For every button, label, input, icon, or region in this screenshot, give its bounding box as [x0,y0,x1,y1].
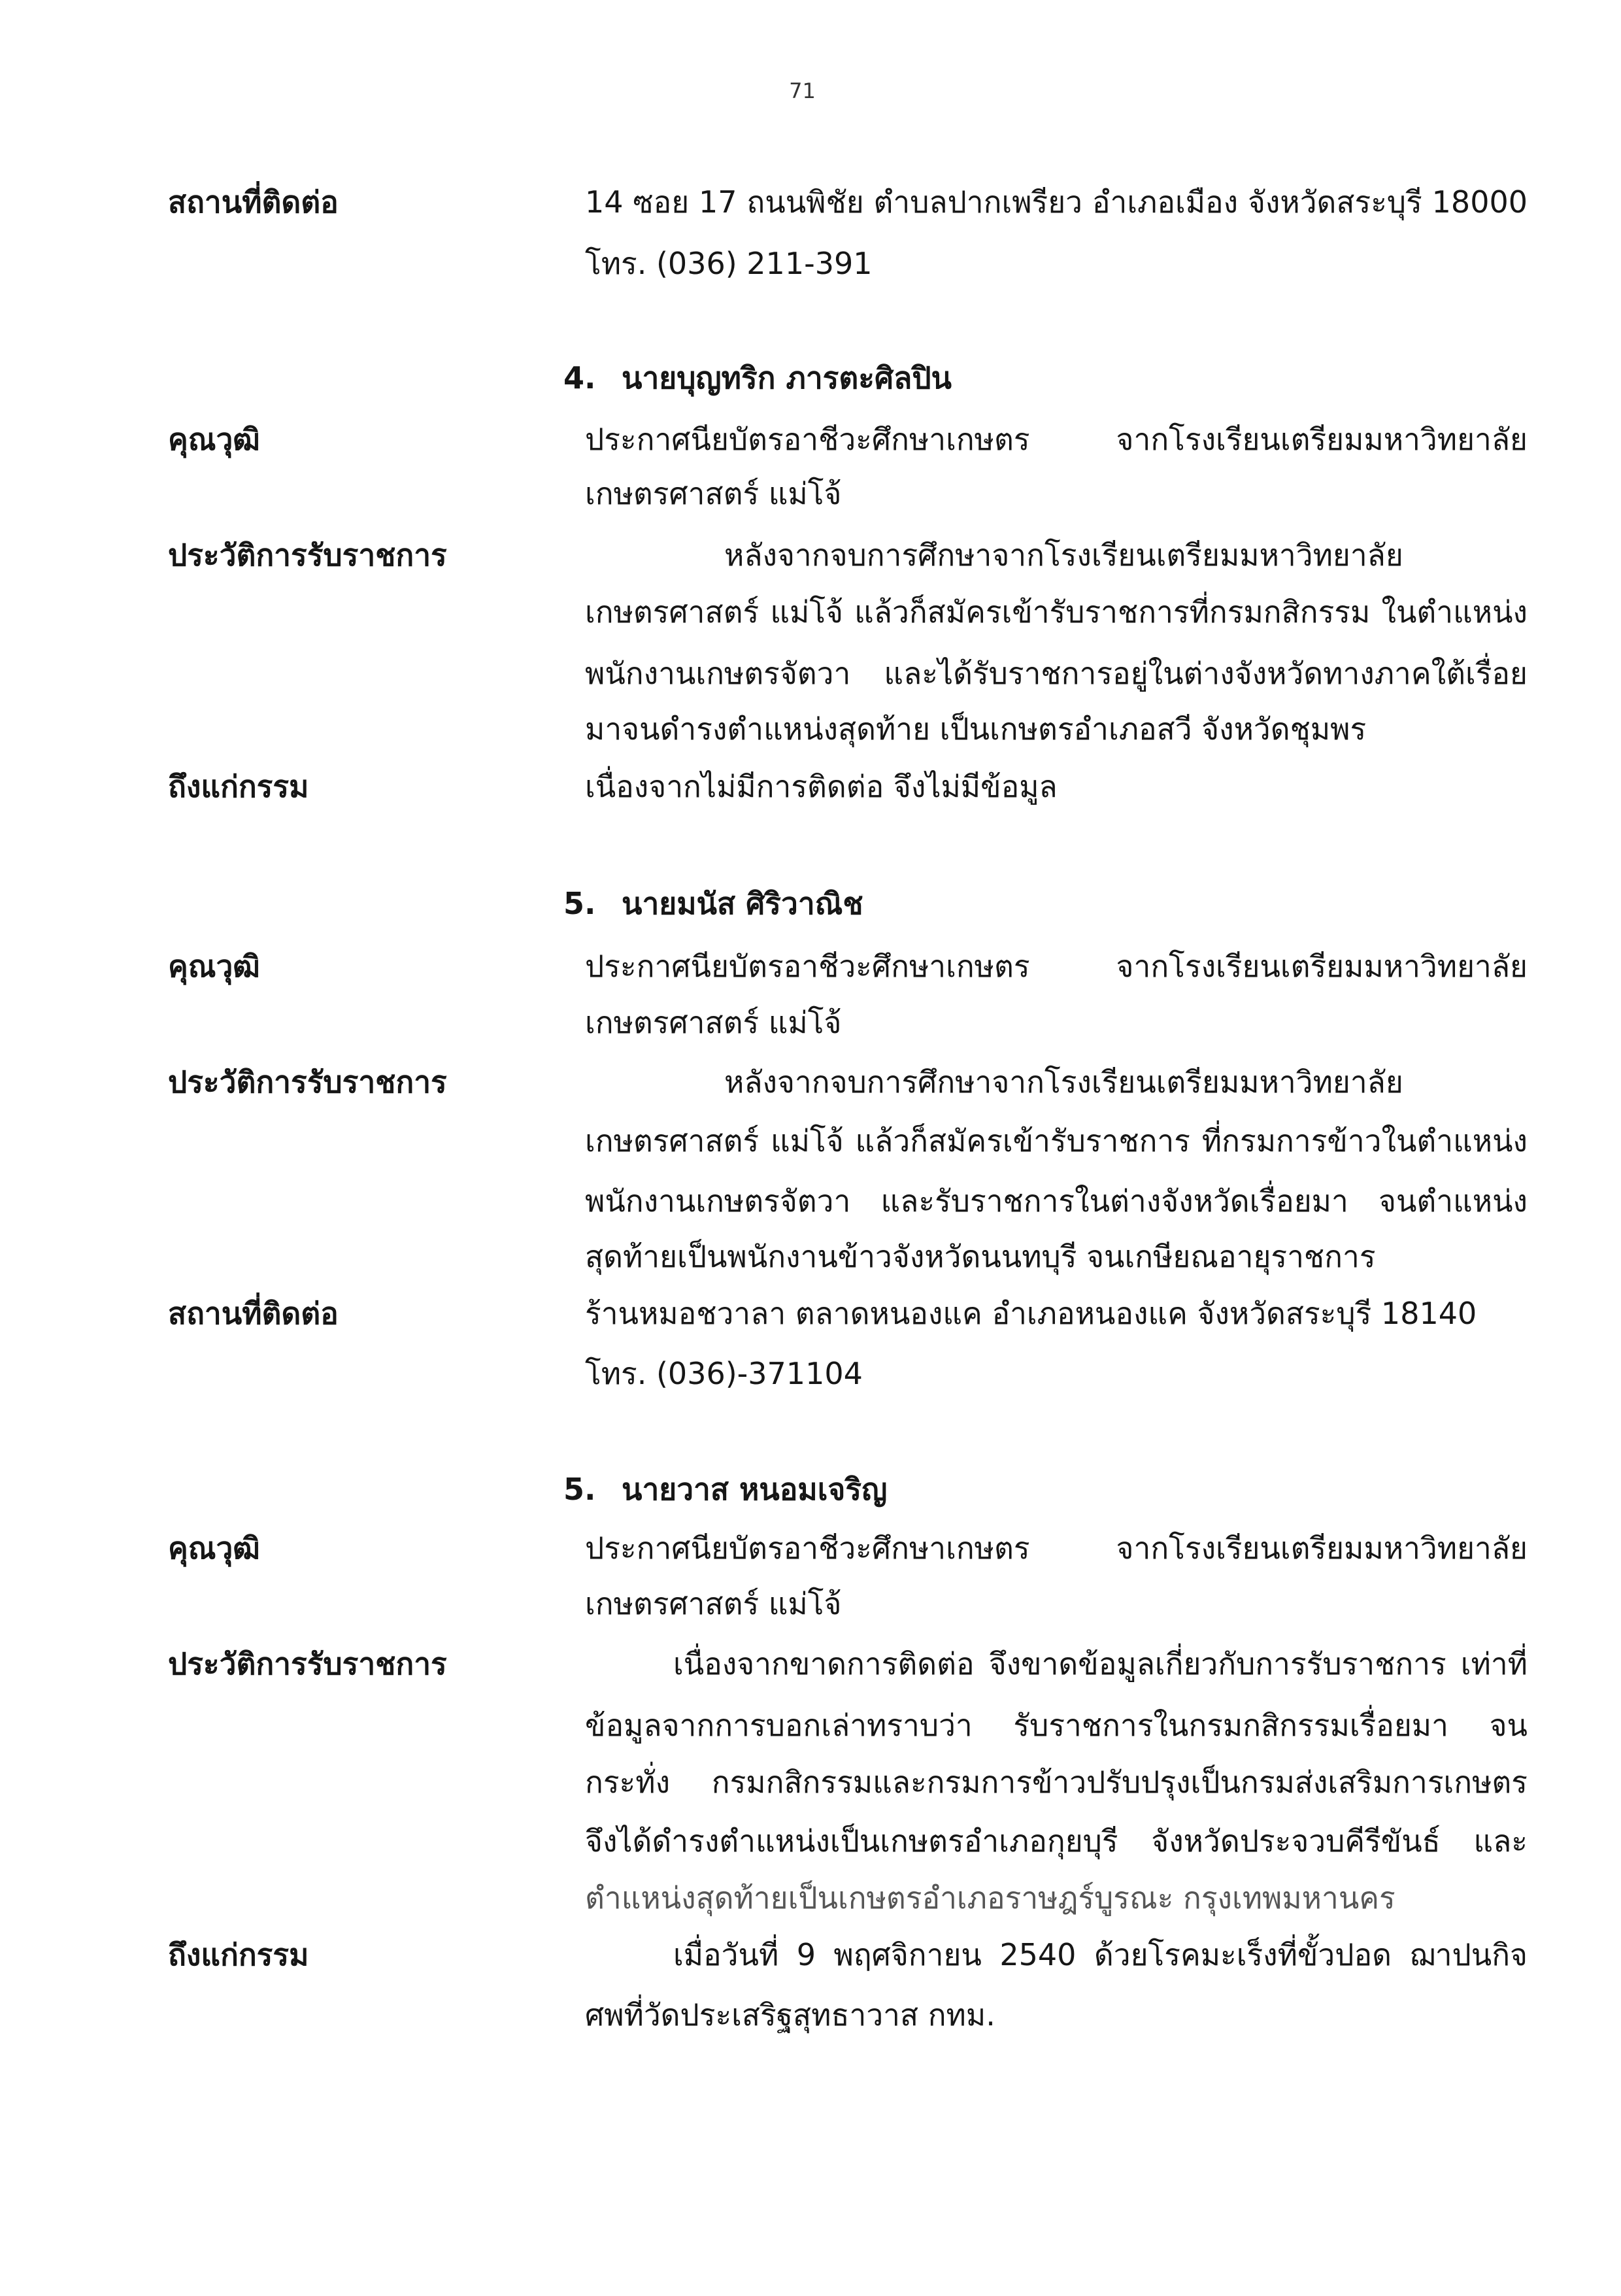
career-line [673,1638,1529,1690]
career-line [585,1175,1529,1227]
section-label-death [168,760,547,813]
career-line [585,703,1529,755]
section-label-career [168,1056,547,1108]
section-label-qualification [168,940,547,992]
section-label-career [168,529,547,581]
career-line [724,529,1529,581]
line-text: โทร. (036) 211-391 [585,246,873,281]
line-text: ประกาศนียบัตรอาชีวะศึกษาเกษตร จากโรงเรียนเตรียมมหาวิทยาลัย [585,422,1528,457]
line-text: เกษตรศาสตร์ แม่โจ้ [585,1586,842,1621]
career-line [585,1115,1529,1167]
section-label-death [168,1929,547,1981]
section-label-contact [168,176,547,228]
line-text: เกษตรศาสตร์ แม่โจ้ [585,1005,842,1040]
label-text: ถึงแก่กรรม [168,1937,309,1972]
qualification-line [585,1522,1529,1574]
line-text: กระทั่ง กรมกสิกรรมและกรมการข้าวปรับปรุงเป็นกรมส่งเสริมการเกษตร [585,1764,1528,1800]
qualification-line [585,413,1529,465]
name-text: นายบุญทริก ภารตะศิลปิน [622,360,952,396]
line-text: ศพที่วัดประเสริฐสุทธาวาส กทม. [585,1997,995,2033]
entry-name [622,352,1524,404]
line-text: พนักงานเกษตรจัตวา และได้รับราชการอยู่ในต่างจังหวัดทางภาคใต้เรื่อย [585,656,1528,691]
section-label-qualification [168,413,547,465]
death-line [585,1989,1529,2041]
label-text: คุณวุฒิ [168,422,260,457]
line-text: จึงได้ดำรงตำแหน่งเป็นเกษตรอำเภอกุยบุรี จังหวัดประจวบคีรีขันธ์ และ [585,1823,1528,1859]
line-text: ประกาศนียบัตรอาชีวะศึกษาเกษตร จากโรงเรียนเตรียมมหาวิทยาลัย [585,949,1528,984]
line-text: หลังจากจบการศึกษาจากโรงเรียนเตรียมมหาวิทยาลัย [724,1064,1403,1100]
line-text: 14 ซอย 17 ถนนพิชัย ตำบลปากเพรียว อำเภอเมือง จังหวัดสระบุรี 18000 [585,184,1528,220]
line-text: สุดท้ายเป็นพนักงานข้าวจังหวัดนนทบุรี จนเกษียณอายุราชการ [585,1239,1376,1274]
entry-name [622,1463,1524,1515]
entry-number: 5. [563,1472,596,1507]
label-text: สถานที่ติดต่อ [168,1296,339,1331]
label-text: สถานที่ติดต่อ [168,184,339,220]
qualification-line [585,467,1529,520]
career-line [585,1756,1529,1808]
line-text: เนื่องจากขาดการติดต่อ จึงขาดข้อมูลเกี่ยวกับการรับราชการ เท่าที่ [673,1646,1528,1681]
line-text: ตำแหน่งสุดท้ายเป็นเกษตรอำเภอราษฎร์บูรณะ กรุงเทพมหานคร [585,1880,1395,1916]
line-text: เนื่องจากไม่มีการติดต่อ จึงไม่มีข้อมูล [585,769,1058,804]
entry-name [622,877,1524,930]
qualification-line [585,996,1529,1049]
line-text: เกษตรศาสตร์ แม่โจ้ [585,476,842,511]
name-text: นายมนัส ศิริวาณิช [622,886,863,921]
line-text: มาจนดำรงตำแหน่งสุดท้าย เป็นเกษตรอำเภอสวี จังหวัดชุมพร [585,711,1367,747]
line-text: โทร. (036)-371104 [585,1356,863,1391]
death-line [585,760,1529,813]
line-text: เกษตรศาสตร์ แม่โจ้ แล้วก็สมัครเข้ารับราชการ ที่กรมการข้าวในตำแหน่ง [585,1123,1528,1158]
entry-number: 5. [563,886,596,921]
career-line [585,1699,1529,1751]
phone-line [585,1347,1529,1400]
address-line [585,176,1529,228]
section-label-career [168,1638,547,1690]
qualification-line [585,1578,1529,1630]
line-text: เมื่อวันที่ 9 พฤศจิกายน 2540 ด้วยโรคมะเร็งที่ขั้วปอด ฌาปนกิจ [673,1937,1528,1972]
phone-line [585,237,1529,290]
section-label-qualification [168,1522,547,1574]
label-text: ประวัติการรับราชการ [168,1064,447,1100]
label-text: ถึงแก่กรรม [168,769,309,804]
career-line [585,647,1529,700]
line-text: เกษตรศาสตร์ แม่โจ้ แล้วก็สมัครเข้ารับราชการที่กรมกสิกรรม ในตำแหน่ง [585,594,1528,630]
label-text: ประวัติการรับราชการ [168,537,447,573]
line-text: หลังจากจบการศึกษาจากโรงเรียนเตรียมมหาวิทยาลัย [724,537,1403,573]
line-text: ประกาศนียบัตรอาชีวะศึกษาเกษตร จากโรงเรียนเตรียมมหาวิทยาลัย [585,1530,1528,1566]
qualification-line [585,940,1529,992]
label-text: ประวัติการรับราชการ [168,1646,447,1681]
line-text: ข้อมูลจากการบอกเล่าทราบว่า รับราชการในกรมกสิกรรมเรื่อยมา จน [585,1708,1528,1743]
career-line [585,1230,1529,1283]
address-line [585,1287,1529,1340]
career-line [585,1815,1529,1867]
death-line [673,1929,1529,1981]
line-text: พนักงานเกษตรจัตวา และรับราชการในต่างจังหวัดเรื่อยมา จนตำแหน่ง [585,1183,1528,1219]
label-text: คุณวุฒิ [168,1530,260,1566]
label-text: คุณวุฒิ [168,949,260,984]
career-line [585,1872,1529,1924]
entry-number: 4. [563,360,596,396]
career-line [585,586,1529,638]
section-label-contact [168,1287,547,1340]
name-text: นายวาส หนอมเจริญ [622,1472,888,1507]
page-number: 71 [789,78,816,103]
line-text: ร้านหมอชวาลา ตลาดหนองแค อำเภอหนองแค จังหวัดสระบุรี 18140 [585,1296,1477,1331]
career-line [724,1056,1529,1108]
